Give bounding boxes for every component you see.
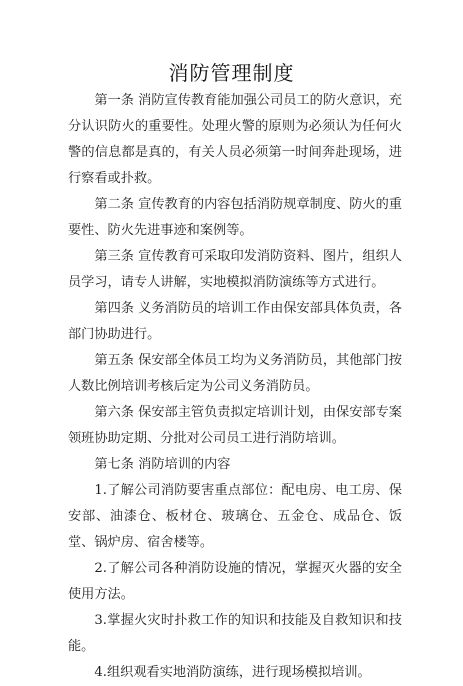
- training-item-2: 2.了解公司各种消防设施的情况，掌握灭火器的安全使用方法。: [68, 561, 402, 602]
- article-1: 第一条 消防宣传教育能加强公司员工的防火意识，充分认识防火的重要性。处理火警的原则为必须认为任何火警的信息都是真的，有关人员必须第一时间奔赴现场，进行察看或扑救。: [68, 93, 402, 186]
- article-6: 第六条 保安部主管负责拟定培训计划，由保安部专案领班协助定期、分批对公司员工进行消防培训。: [68, 405, 402, 446]
- article-2: 第二条 宣传教育的内容包括消防规章制度、防火的重要性、防火先进事迹和案例等。: [68, 197, 402, 238]
- article-7-heading: 第七条 消防培训的内容: [94, 457, 231, 472]
- article-3: 第三条 宣传教育可采取印发消防资料、图片，组织人员学习，请专人讲解，实地模拟消防演练等方式进行。: [68, 249, 402, 290]
- training-item-4: 4.组织观看实地消防演练，进行现场模拟培训。: [94, 665, 371, 680]
- document-title: 消防管理制度: [168, 61, 295, 85]
- training-item-1: 1.了解公司消防要害重点部位：配电房、电工房、保安部、油漆仓、板材仓、玻璃仓、五金仓、成品仓、饭堂、锅炉房、宿舍楼等。: [68, 483, 402, 550]
- training-item-3: 3.掌握火灾时扑救工作的知识和技能及自救知识和技能。: [68, 613, 402, 654]
- document-body: [68, 88, 402, 686]
- article-5: 第五条 保安部全体员工均为义务消防员，其他部门按人数比例培训考核后定为公司义务消防员。: [68, 353, 402, 394]
- article-4: 第四条 义务消防员的培训工作由保安部具体负责，各部门协助进行。: [68, 301, 402, 342]
